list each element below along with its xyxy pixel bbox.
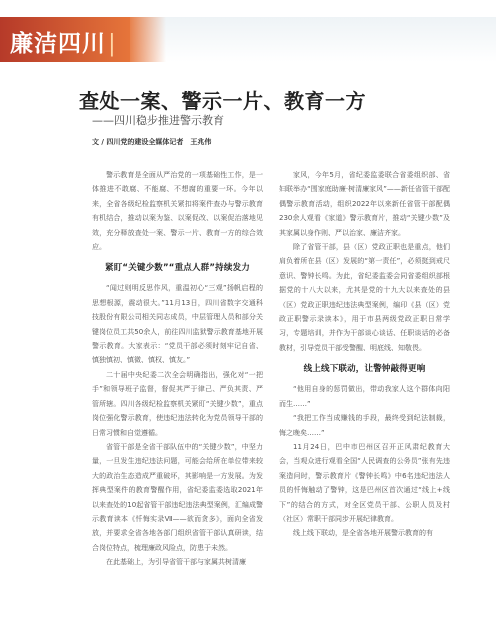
article-column-left xyxy=(92,168,263,634)
body-paragraph: 省管干部是全省干部队伍中的“关键少数”，中坚力量，一旦发生违纪违法问题，可能会给所在单位带来较大的政治生态造成严重破坏，其影响是一方发展。为发挥典型案件的教育警醒作用，省纪委监委选取2021年以来查处的10起省管干部违纪违法典型案例，汇编成警示教育读本《忏悔实录Ⅶ——欲而贪多》，面向全省发放，并要求全省各地各部门组织省管干部认真研读，结合岗位特点，梳理廉政风险点，防患于未然。 xyxy=(92,442,263,552)
body-paragraph: 线上线下联动，是全省各地开展警示教育的有 xyxy=(293,529,433,538)
section-band xyxy=(0,17,130,62)
section-title xyxy=(10,25,117,58)
article-subtitle: ——四川稳步推进警示教育 xyxy=(92,114,224,127)
body-paragraph: “闻过则明反思作风，重温初心“三观”扬帆启程的思想根源，震动很大。”11月13日，四川省数字交通科技股份有限公司相关同志成员，中层管理人员和部分关键岗位员工共50余人，前往四川监狱警示教育基地开展警示教育。大家表示：“党员干部必须时刻牢记自省、慎独慎初、慎微、慎权、慎友。” xyxy=(92,284,263,365)
body-paragraph: 11月24日，巴中市巴州区召开正风肃纪教育大会，当观众进行观看全国“人民调查的公务员”张有先违案造问时，警示教育片《警钟长鸣》中6名违纪违法人员的忏悔触动了警钟，这是巴州区首次通过“线上+线下”的结合的方式，对全区党员干部、公职人员及村（社区）常职干部同步开展纪律教育。 xyxy=(279,442,450,523)
body-paragraph: 警示教育是全面从严治党的一项基础性工作，是一体推进不敢腐、不能腐、不想腐的重要一环。今年以来，全省各级纪检监察机关紧扣将案件查办与警示教育有机结合，推动以案为鉴、以案促改、以案促治落地见效，充分释放查处一案、警示一片、教育一方的综合效应。 xyxy=(92,171,263,252)
section-heading: 线上线下联动，让警钟敲得更响 xyxy=(303,364,426,375)
body-paragraph: 在此基础上，为引导省管干部与家属共树清廉 xyxy=(106,558,246,567)
section-heading: 紧盯“关键少数”“重点人群”持续发力 xyxy=(105,263,250,274)
section-divider: | xyxy=(108,31,117,57)
body-paragraph: 家风，今年5月，省纪委监委联合省委组织部、省妇联举办“围家庭助廉·树清廉家风”——新任省管干部配偶警示教育活动，组织2022年以来新任省管干部配偶230余人观看《家道》警示教育片，推动“关键少数”及其家属以身作则、严以治家、廉洁齐家。 xyxy=(279,171,450,237)
section-banner xyxy=(0,17,496,62)
body-paragraph: “我把工作当成赚钱的手段，最终受到纪法制裁，悔之晚矣……” xyxy=(279,414,450,437)
section-name: 廉洁四川 xyxy=(10,30,106,57)
article-column-right xyxy=(279,168,450,634)
body-paragraph: 除了省管干部，县（区）党政正职也是重点，他们肩负着所在县（区）发展的“第一责任”，必须挺到戒尺意识、警钟长鸣。为此，省纪委监委会同省委组织部根据党的十八大以来，尤其是党的十九大以来查处的县（区）党政正职违纪违法典型案例，编印《县（区）党政正职警示录读本》，用于市县两级党政正职日常学习，专题培训，并作为干部谈心谈话、任职谈话的必备教材，引导党员干部受警醒、明底线、知敬畏。 xyxy=(279,243,450,352)
article-byline: 文 / 四川党的建设全媒体记者 王兆伟 xyxy=(92,138,212,146)
article-title: 查处一案、警示一片、教育一方 xyxy=(79,89,366,113)
body-paragraph: “他用自身的惩罚做出，带动我家人这个群体向阳而生……” xyxy=(279,385,450,408)
body-paragraph: 二十届中央纪委二次全会明确指出，强化对“一把手”和领导班子监督，督促其严于律己、严负其责、严管所辖。四川各级纪检监察机关紧盯“关键少数”，重点岗位强化警示教育，使违纪违法转化为党员领导干部的日常习惯和自觉遵循。 xyxy=(92,370,263,437)
